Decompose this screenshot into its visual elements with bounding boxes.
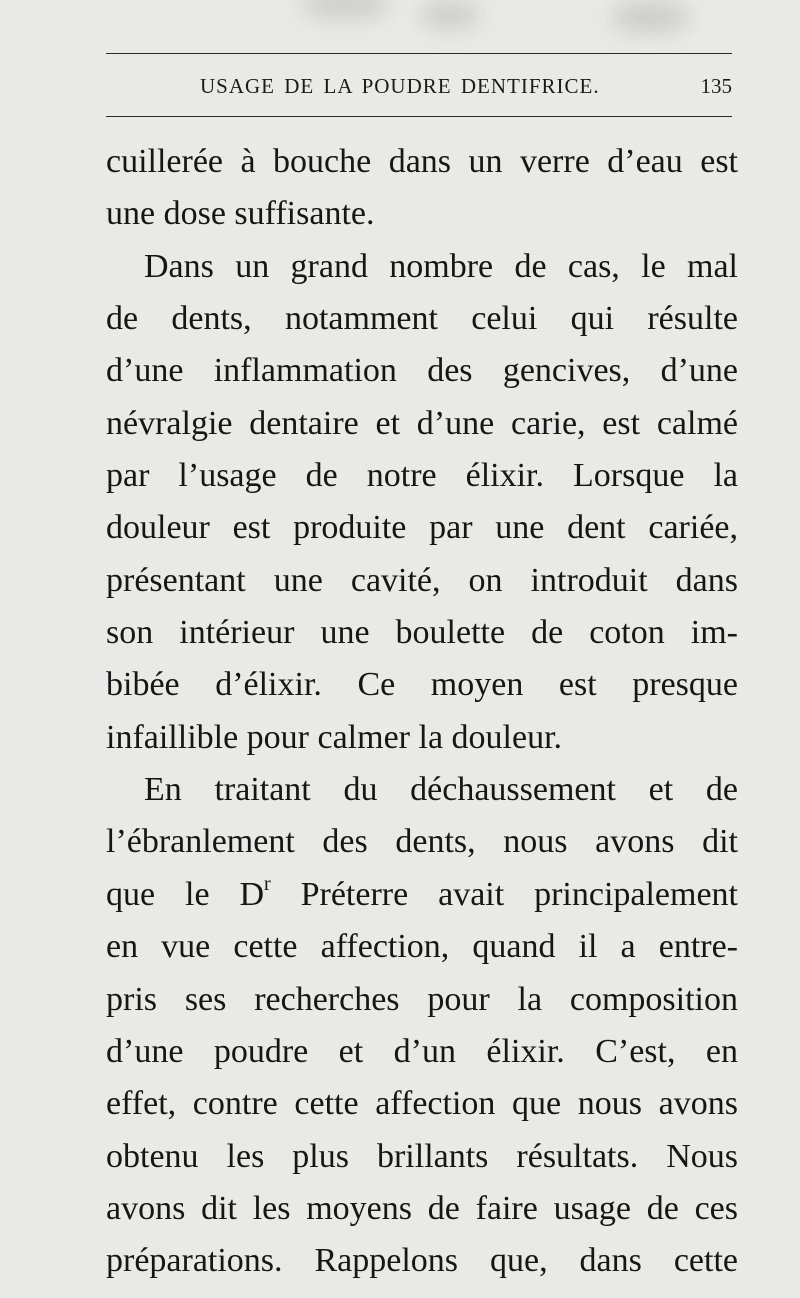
superscript-r: r bbox=[264, 873, 271, 896]
text-line: névralgie dentaire et d’une carie, est calmé bbox=[106, 404, 738, 442]
text-line bbox=[106, 869, 738, 921]
text-line: préparations. Rappelons que, dans cette bbox=[106, 1242, 738, 1280]
text-line: en vue cette affection, quand il a entre- bbox=[106, 928, 738, 966]
header-top-rule bbox=[106, 53, 732, 54]
text-line: avons dit les moyens de faire usage de ces bbox=[106, 1189, 738, 1227]
text-line: d’une inflammation des gencives, d’une bbox=[106, 352, 738, 390]
text-line: bibée d’élixir. Ce moyen est presque bbox=[106, 666, 738, 704]
text-line: par l’usage de notre élixir. Lorsque la bbox=[106, 457, 738, 495]
text-line: présentant une cavité, on introduit dans bbox=[106, 561, 738, 599]
header-bottom-rule bbox=[106, 116, 732, 117]
page-number: 135 bbox=[700, 74, 732, 98]
text-line: obtenu les plus brillants résultats. Nous bbox=[106, 1137, 738, 1175]
body-text bbox=[106, 136, 738, 1288]
text-line: douleur est produite par une dent cariée, bbox=[106, 509, 738, 547]
text-line: son intérieur une boulette de coton im- bbox=[106, 614, 738, 652]
text-line: cuillerée à bouche dans un verre d’eau est bbox=[106, 143, 738, 180]
text-fragment: Préterre avait principalement bbox=[270, 875, 739, 913]
text-fragment: que le D bbox=[106, 875, 265, 913]
paragraph-start-line: En traitant du déchaussement et de bbox=[144, 771, 738, 809]
paragraph-start-line: Dans un grand nombre de cas, le mal bbox=[144, 247, 738, 285]
text-line: effet, contre cette affection que nous avons bbox=[106, 1085, 738, 1123]
text-line: pris ses recherches pour la composition bbox=[106, 980, 738, 1018]
running-title: USAGE DE LA POUDRE DENTIFRICE. bbox=[200, 74, 600, 98]
text-line: d’une poudre et d’un élixir. C’est, en bbox=[106, 1032, 738, 1070]
text-line: l’ébranlement des dents, nous avons dit bbox=[106, 823, 738, 861]
text-line: une dose suffisante. bbox=[106, 195, 375, 233]
text-line: infaillible pour calmer la douleur. bbox=[106, 718, 563, 756]
running-header bbox=[106, 64, 732, 108]
text-line: de dents, notamment celui qui résulte bbox=[106, 300, 738, 338]
